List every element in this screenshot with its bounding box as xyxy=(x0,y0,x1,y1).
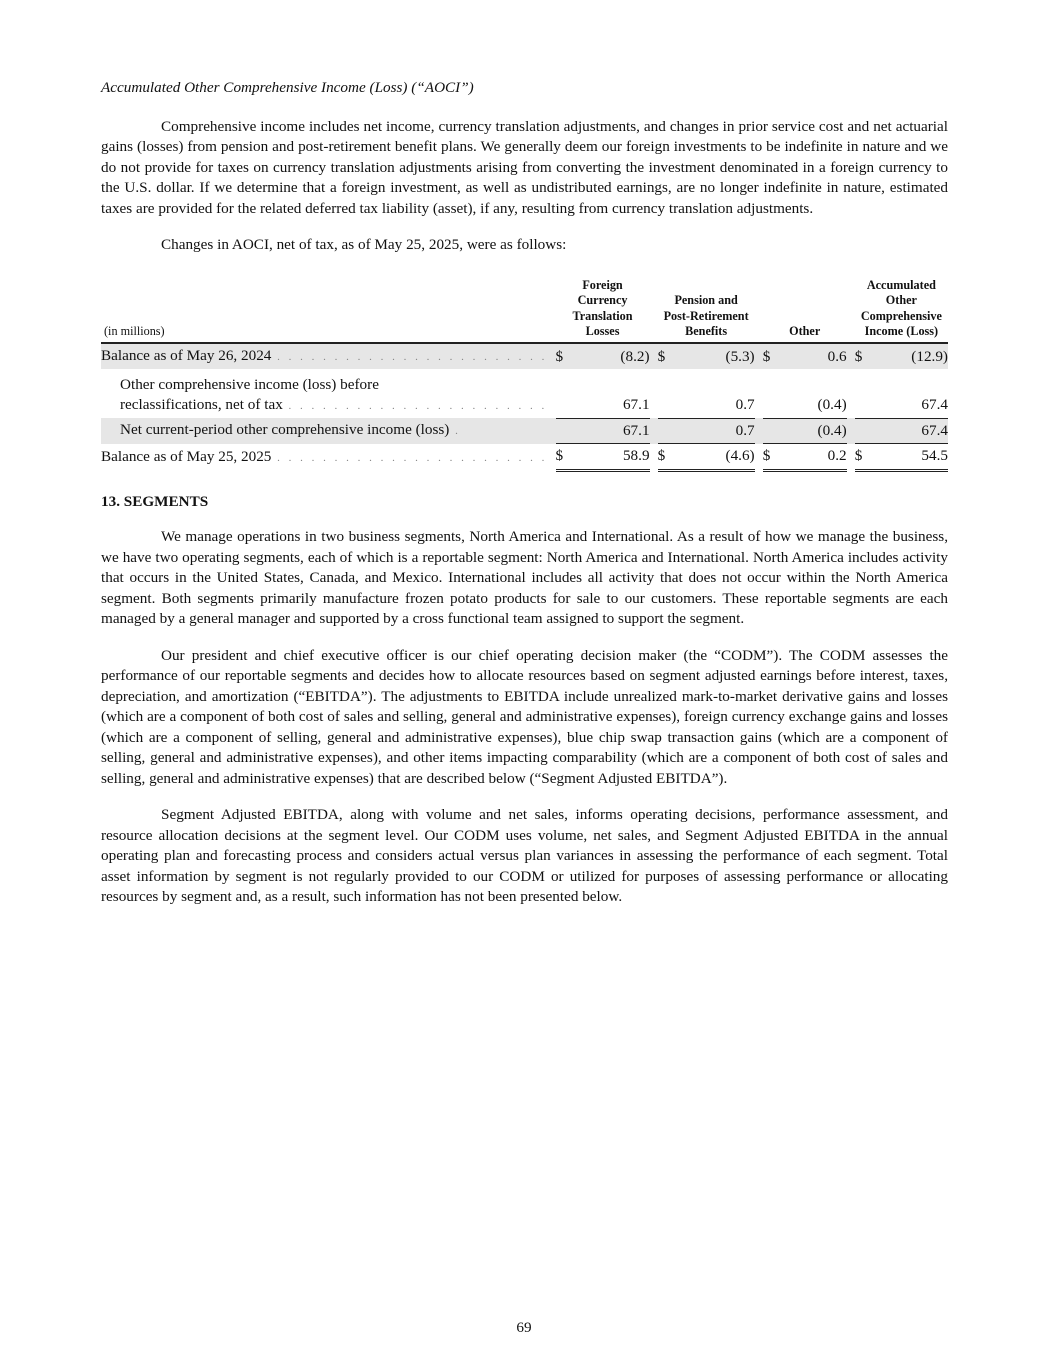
segments-heading: 13. SEGMENTS xyxy=(101,492,209,510)
cell-value: 67.1 xyxy=(572,418,649,444)
cell-value: 0.7 xyxy=(674,418,754,444)
dollar-sign: $ xyxy=(658,343,675,370)
row-label: Net current-period other comprehensive income (loss) . xyxy=(101,418,547,444)
table-row xyxy=(101,369,948,418)
document-page xyxy=(101,78,948,924)
cell-value: 0.7 xyxy=(674,369,754,418)
cell-value: 67.1 xyxy=(572,369,649,418)
dollar-sign: $ xyxy=(763,343,779,370)
column-header-aoci-total: Accumulated Other Comprehensive Income (Loss) xyxy=(855,278,948,343)
dollar-sign: $ xyxy=(855,343,872,370)
cell-value: 0.6 xyxy=(779,343,847,370)
table-row xyxy=(101,418,948,444)
cell-value: (12.9) xyxy=(872,343,948,370)
table-header-row xyxy=(101,278,948,343)
table-row xyxy=(101,444,948,471)
column-header-foreign-currency: Foreign Currency Translation Losses xyxy=(556,278,650,343)
units-label: (in millions) xyxy=(101,278,547,343)
cell-value: 54.5 xyxy=(872,444,948,471)
dollar-sign: $ xyxy=(855,444,872,471)
column-header-other: Other xyxy=(763,278,847,343)
cell-value: (4.6) xyxy=(674,444,754,471)
dollar-sign: $ xyxy=(556,343,573,370)
cell-value: (8.2) xyxy=(572,343,649,370)
aoci-changes-intro: Changes in AOCI, net of tax, as of May 25, 2025, were as follows: xyxy=(161,236,567,253)
segments-paragraph-2: Our president and chief executive officer is our chief operating decision maker (the “CODM”). The CODM assesses the performance of our reportable segments and decides how to allocate resources based on segment adjusted earnings before interest, taxes, depreciation, and amortization (“EBITDA”). The adjustments to EBITDA include unrealized mark-to-market derivative gains and losses (which are a component of both cost of sales and selling, general and administrative expenses), foreign currency exchange gains and losses (which are a component of selling, general and administrative expenses), blue chip swap transaction gains (which are a component of selling, general and administrative expenses), and other items impacting comparability (which are a component of both cost of sales and selling, general and administrative expenses) that are described below (“Segment Adjusted EBITDA”). xyxy=(101,646,948,787)
row-label: Other comprehensive income (loss) before reclassifications, net of tax . . . . . . . . . . . . . . . . . . . . . . . xyxy=(120,376,548,414)
cell-value: (5.3) xyxy=(674,343,754,370)
cell-value: 67.4 xyxy=(872,418,948,444)
cell-value: (0.4) xyxy=(779,369,847,418)
column-header-pension: Pension and Post-Retirement Benefits xyxy=(658,278,755,343)
row-label: Balance as of May 25, 2025 . . . . . . . . . . . . . . . . . . . . . . . . xyxy=(101,447,548,465)
cell-value: (0.4) xyxy=(779,418,847,444)
cell-value: 58.9 xyxy=(572,444,649,471)
aoci-heading: Accumulated Other Comprehensive Income (Loss) (“AOCI”) xyxy=(101,79,474,96)
row-label: Balance as of May 26, 2024 . . . . . . . . . . . . . . . . . . . . . . . . xyxy=(101,343,547,370)
table-row xyxy=(101,343,948,370)
aoci-changes-table xyxy=(101,278,948,472)
aoci-intro-paragraph: Comprehensive income includes net income, currency translation adjustments, and changes in prior service cost and net actuarial gains (losses) from pension and post-retirement benefit plans. We generally deem our foreign investments to be indefinite in nature and we do not provide for taxes on currency translation adjustments arising from converting the investment denominated in a foreign currency to the U.S. dollar. If we determine that a foreign investment, as well as undistributed earnings, are no longer indefinite in nature, estimated taxes are provided for the related deferred tax liability (asset), if any, resulting from currency translation adjustments. xyxy=(101,117,948,217)
segments-paragraph-1: We manage operations in two business segments, North America and International. As a result of how we manage the business, we have two operating segments, each of which is a reportable segment: North America and International. North America includes activity that occurs in the United States, Canada, and Mexico. International includes all activity that does not occur within the North America segment. Both segments primarily manufacture frozen potato products for sale to our customers. These reportable segments are each managed by a general manager and supported by a cross functional team assigned to support the segment. xyxy=(101,528,948,628)
page-number: 69 xyxy=(516,1319,532,1336)
cell-value: 67.4 xyxy=(872,369,948,418)
segments-paragraph-3: Segment Adjusted EBITDA, along with volume and net sales, informs operating decisions, performance assessment, and resource allocation decisions at the segment level. Our CODM uses volume, net sales, and Segment Adjusted EBITDA in the annual operating plan and forecasting process and considers actual versus plan variances in assessing the performance of each segment. Total asset information by segment is not regularly provided to our CODM or utilized for purposes of assessing performance or allocating resources by segment and, as a result, such information has not been presented below. xyxy=(101,806,948,906)
dollar-sign: $ xyxy=(658,444,675,471)
cell-value: 0.2 xyxy=(779,444,847,471)
dollar-sign: $ xyxy=(556,444,573,471)
dollar-sign: $ xyxy=(763,444,779,471)
